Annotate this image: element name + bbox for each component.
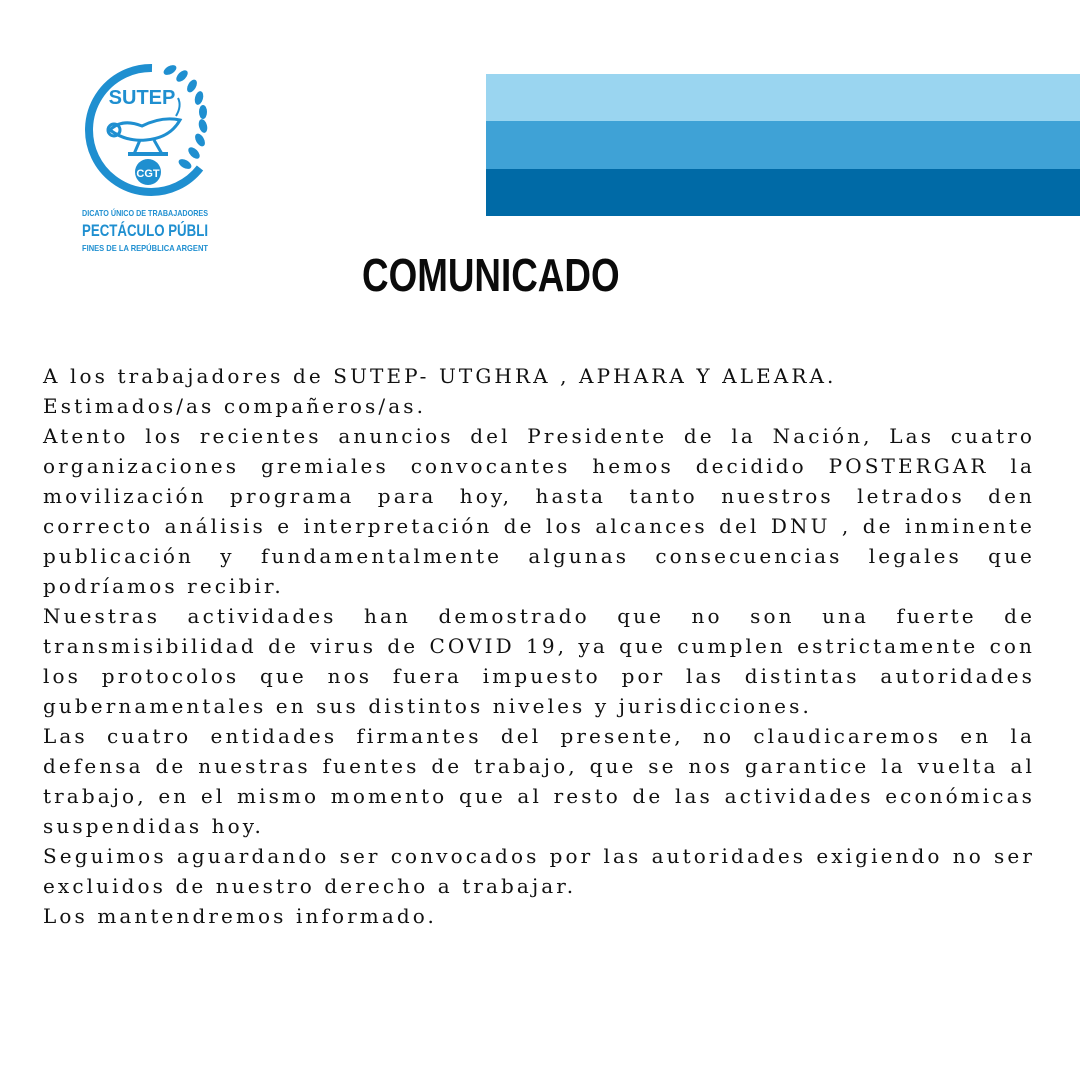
logo-name: SUTEP (108, 87, 176, 109)
salutation-line: Estimados/as compañeros/as. (43, 394, 427, 418)
stripe-mid (486, 121, 1080, 168)
closing-line: Los mantendremos informado. (43, 904, 438, 928)
logo-line1: DICATO ÚNICO DE TRABAJADORES (82, 208, 231, 218)
sutep-emblem (82, 58, 231, 258)
paragraph-awaiting: Seguimos aguardando ser convocados por las autoridades exigiendo no ser excluidos de nuestro derecho a trabajar. (43, 844, 1035, 898)
logo-subname: CGT (136, 168, 160, 180)
stripe-light (486, 74, 1080, 121)
greeting-line: A los trabajadores de SUTEP- UTGHRA , APHARA Y ALEARA. (43, 364, 837, 388)
paragraph-protocols: Nuestras actividades han demostrado que no son una fuerte de transmisibilidad de virus de COVID 19, ya que cumplen estrictamente con los protocolos que nos fuera impuesto por las distintas autoridades gubernamentales en sus distintos niveles y jurisdicciones. (43, 604, 1035, 718)
logo-line2: PECTÁCULO PÚBLI (82, 221, 208, 240)
decorative-stripes (486, 74, 1080, 216)
announcement-body (43, 361, 1035, 931)
page-title: COMUNICADO (362, 249, 620, 301)
sutep-logo (82, 58, 231, 258)
paragraph-defense: Las cuatro entidades firmantes del presente, no claudicaremos en la defensa de nuestras fuentes de trabajo, que se nos garantice la vuelta al trabajo, en el mismo momento que al resto de las actividades económicas suspendidas hoy. (43, 724, 1035, 838)
logo-line3: FINES DE LA REPÚBLICA ARGENT (82, 243, 225, 253)
paragraph-postpone: Atento los recientes anuncios del Presidente de la Nación, Las cuatro organizaciones gremiales convocantes hemos decidido POSTERGAR la movilización programa para hoy, hasta tanto nuestros letrados den correcto análisis e interpretación de los alcances del DNU , de inminente publicación y fundamentalmente algunas consecuencias legales que podríamos recibir. (43, 424, 1035, 598)
stripe-dark (486, 169, 1080, 216)
laurel-icon (162, 63, 209, 171)
